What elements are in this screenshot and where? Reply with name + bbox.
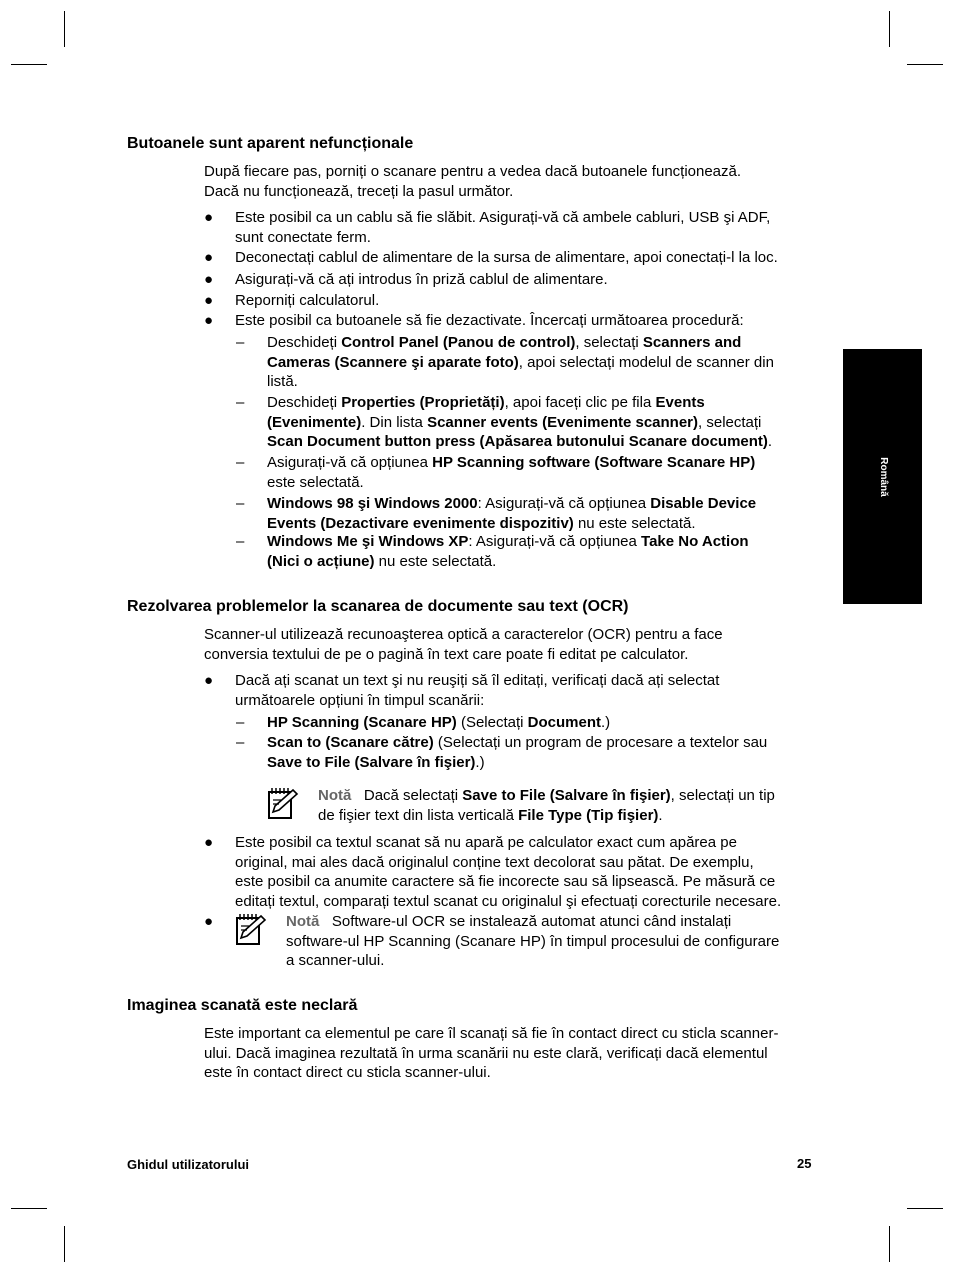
bold-text: HP Scanning software (Software Scanare HP) — [432, 454, 756, 471]
footer-title: Ghidul utilizatorului — [127, 1157, 250, 1172]
text-line — [267, 532, 815, 552]
note-pad-icon — [267, 786, 301, 820]
text-line: editați textul, comparați textul scanat cu originalul şi efectuați corecturile necesare. — [235, 892, 782, 910]
bold-text: Scan to (Scanare către) — [267, 734, 434, 751]
text-segment: Asigurați-vă că opțiunea — [267, 454, 433, 471]
text-line: După fiecare pas, porniți o scanare pentru a vedea dacă butoanele funcționează. — [204, 163, 742, 180]
text-line — [267, 552, 815, 572]
bullet-icon: ● — [204, 271, 214, 288]
bold-text: Document — [527, 714, 601, 731]
crop-mark — [907, 64, 943, 65]
text-segment: Software-ul OCR se instalează automat atunci când instalați — [331, 913, 732, 930]
text-line — [286, 952, 384, 969]
text-segment: . — [658, 806, 663, 824]
text-line: ului. Dacă imaginea rezultată în urma scanării nu este clară, verificați dacă elementul — [204, 1044, 768, 1062]
bold-text: (Evenimente) — [267, 413, 362, 431]
dash-icon: – — [236, 533, 245, 550]
crop-mark — [11, 1208, 47, 1209]
rich-text — [267, 333, 815, 392]
crop-mark — [889, 1226, 890, 1262]
text-line: Dacă nu funcționează, treceți la pasul următor. — [204, 182, 514, 200]
bold-text: Events (Dezactivare evenimente dispozitiv) — [267, 514, 574, 532]
text-segment: , selectați — [698, 413, 762, 431]
bullet-icon: ● — [204, 672, 214, 689]
text-line — [286, 933, 779, 950]
text-line: Asigurați-vă că ați introdus în priză cablul de alimentare. — [235, 271, 608, 288]
bold-text: Control Panel (Panou de control) — [341, 334, 576, 351]
bold-text: Save to File (Salvare în fişier) — [267, 753, 476, 771]
section-intro — [204, 162, 816, 201]
rich-text — [267, 532, 815, 571]
text-line — [267, 393, 815, 413]
section-heading: Butoanele sunt aparent nefuncționale — [127, 135, 414, 152]
rich-text — [267, 393, 815, 452]
page-number: 25 — [797, 1156, 812, 1171]
text-segment: (Selectați — [456, 714, 528, 731]
text-line — [267, 372, 815, 392]
section-intro — [204, 1024, 816, 1083]
bullet-icon: ● — [204, 834, 214, 851]
text-segment: . — [767, 433, 773, 450]
rich-text — [267, 494, 815, 533]
bullet-icon: ● — [204, 249, 214, 266]
dash-icon: – — [236, 394, 245, 411]
text-segment: Deschideți — [267, 334, 342, 351]
bullet-icon: ● — [204, 913, 214, 930]
text-line — [318, 807, 663, 824]
text-line — [267, 353, 815, 373]
bold-text: Cameras (Scannere şi aparate foto) — [267, 353, 519, 371]
text-line: Este posibil ca textul scanat să nu apară pe calculator exact cum apărea pe — [235, 834, 737, 851]
text-segment: software-ul HP Scanning (Scanare HP) în timpul procesului de configurare — [286, 932, 780, 950]
bold-text: Scanners and — [642, 334, 742, 351]
dash-icon: – — [236, 734, 245, 751]
text-line: original, mai ales dacă originalul conține text decolorat sau pătat. De exemplu, — [235, 853, 754, 871]
text-line — [267, 333, 815, 353]
text-line — [267, 733, 815, 753]
text-line: Scanner-ul utilizează recunoaşterea optică a caracterelor (OCR) pentru a face — [204, 626, 723, 643]
bullet-icon: ● — [204, 209, 214, 226]
bold-text: File Type (Tip fişier) — [518, 806, 659, 824]
text-segment: de fişier text din lista verticală — [318, 806, 519, 824]
bold-text: (Nici o acțiune) — [267, 552, 375, 570]
bold-text: Save to File (Salvare în fişier) — [462, 787, 671, 804]
text-segment: , apoi selectați modelul de scanner din — [518, 353, 774, 371]
bullet-icon: ● — [204, 292, 214, 309]
text-line: Reporniți calculatorul. — [235, 292, 380, 309]
crop-mark — [64, 11, 65, 47]
dash-icon: – — [236, 334, 245, 351]
rich-text — [267, 733, 815, 772]
crop-mark — [907, 1208, 943, 1209]
text-segment: nu este selectată. — [374, 552, 497, 570]
text-line: este în contact direct cu sticla scanner-ului. — [204, 1064, 491, 1081]
text-segment: , selectați un tip — [670, 787, 775, 804]
text-segment: nu este selectată. — [573, 514, 696, 532]
text-segment: listă. — [267, 373, 298, 390]
text-segment: , selectați — [575, 334, 643, 351]
text-line — [364, 787, 775, 804]
text-line — [267, 432, 815, 452]
section-heading: Imaginea scanată este neclară — [127, 997, 358, 1014]
text-segment: , apoi faceți clic pe fila — [504, 394, 656, 411]
text-segment: .) — [601, 714, 611, 731]
text-line: sunt conectate ferm. — [235, 228, 371, 246]
section-intro — [204, 625, 816, 664]
rich-text — [267, 713, 815, 733]
text-line — [267, 413, 815, 433]
rich-text — [318, 787, 775, 824]
bold-text: Scanner events (Evenimente scanner) — [427, 413, 699, 431]
text-line — [267, 494, 815, 514]
language-tab-label: Română — [877, 456, 889, 497]
text-line — [267, 453, 815, 473]
note-label: Notă — [286, 913, 320, 930]
bold-text: Disable Device — [650, 495, 757, 512]
section-heading: Rezolvarea problemelor la scanarea de documente sau text (OCR) — [127, 598, 629, 615]
text-line: Este posibil ca un cablu să fie slăbit. Asigurați-vă că ambele cabluri, USB şi ADF, — [235, 209, 771, 226]
dash-icon: – — [236, 454, 245, 471]
text-line: este posibil ca anumite caractere să fie incorecte sau să lipsească. Pe măsură ce — [235, 873, 776, 890]
note-pad-icon — [235, 912, 269, 946]
text-line: Este posibil ca butoanele să fie dezactivate. Încercați următoarea procedură: — [235, 312, 744, 329]
text-line — [267, 753, 815, 773]
dash-icon: – — [236, 714, 245, 731]
text-line — [267, 514, 815, 534]
text-segment: (Selectați un program de procesare a textelor sau — [433, 734, 768, 751]
bold-text: Windows 98 şi Windows 2000 — [267, 495, 478, 512]
rich-text — [286, 913, 779, 969]
bold-text: Properties (Proprietăți) — [341, 394, 505, 411]
crop-mark — [11, 64, 47, 65]
text-segment: . Din lista — [361, 413, 428, 431]
text-line — [267, 473, 815, 493]
bold-text: Take No Action — [641, 533, 749, 550]
text-line: următoarele opțiuni în timpul scanării: — [235, 691, 485, 709]
bold-text: Events — [655, 394, 705, 411]
bullet-icon: ● — [204, 312, 214, 329]
text-segment: Dacă selectați — [363, 787, 463, 804]
crop-mark — [64, 1226, 65, 1262]
bold-text: HP Scanning (Scanare HP) — [267, 714, 457, 731]
note-label: Notă — [318, 787, 352, 804]
text-line — [267, 713, 815, 733]
text-segment: : Asigurați-vă că opțiunea — [477, 495, 651, 512]
text-line: Dacă ați scanat un text şi nu reuşiți să îl editați, verificați dacă ați selectat — [235, 672, 720, 689]
text-segment: .) — [475, 753, 485, 771]
bold-text: Windows Me şi Windows XP — [267, 533, 469, 550]
bold-text: Scan Document button press (Apăsarea butonului Scanare document) — [267, 433, 768, 450]
text-line: conversia textului de pe o pagină în text care poate fi editat pe calculator. — [204, 645, 689, 663]
text-segment: a scanner-ului. — [286, 952, 385, 969]
text-segment: este selectată. — [267, 473, 364, 491]
language-tab — [843, 349, 922, 604]
text-segment: : Asigurați-vă că opțiunea — [468, 533, 642, 550]
text-line — [332, 913, 731, 930]
dash-icon: – — [236, 495, 245, 512]
text-segment: Deschideți — [267, 394, 342, 411]
crop-mark — [889, 11, 890, 47]
text-line: Deconectați cablul de alimentare de la sursa de alimentare, apoi conectați-l la loc. — [235, 249, 778, 266]
text-line: Este important ca elementul pe care îl scanați să fie în contact direct cu sticla scanner- — [204, 1025, 779, 1042]
rich-text — [267, 453, 815, 492]
